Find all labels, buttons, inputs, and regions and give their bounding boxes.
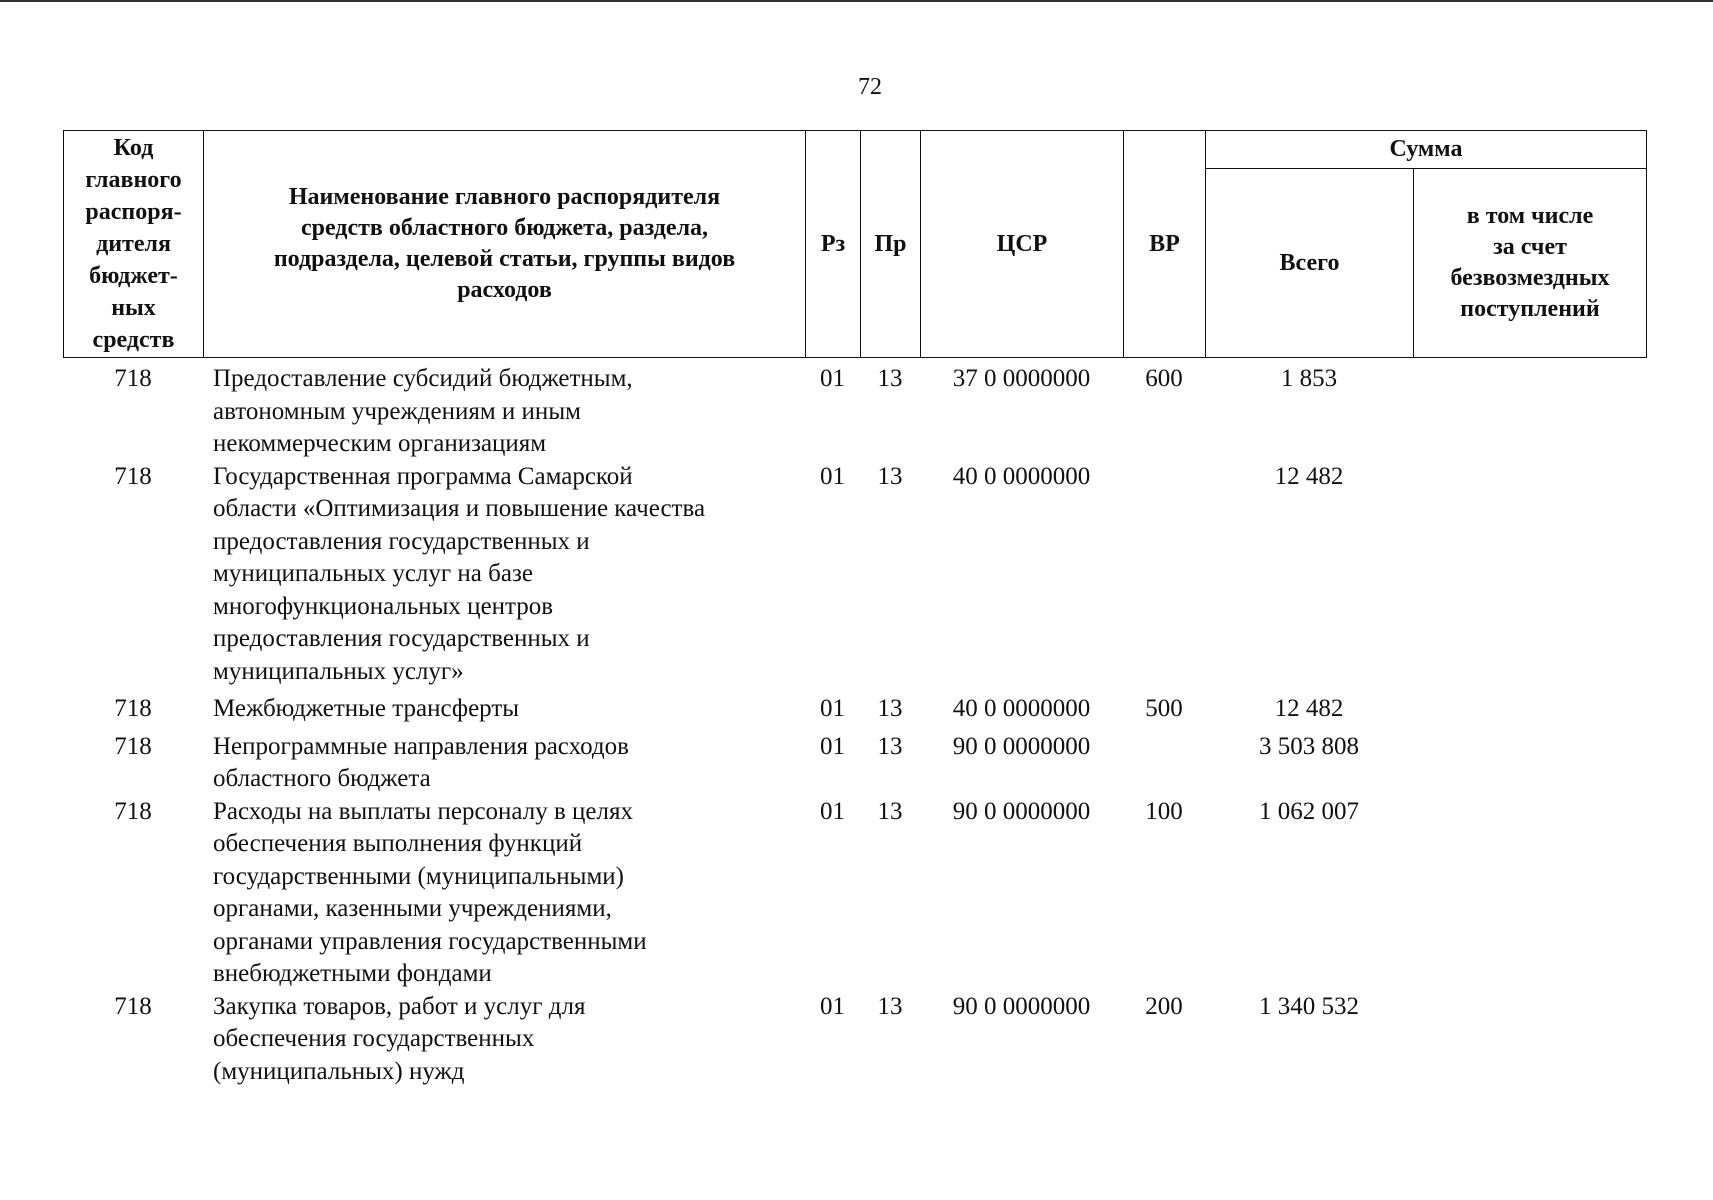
row-name-line: внебюджетными фондами [213,960,492,987]
header-name-line: Наименование главного распорядителя [288,184,721,210]
row-csr: 40 0 0000000 [952,462,1091,490]
row-pr: 13 [877,732,903,760]
row-name-line: Предоставление субсидий бюджетным, [213,365,633,392]
row-pr: 13 [877,797,903,825]
row-rz: 01 [820,462,845,490]
row-free [1413,796,1646,991]
row-total: 1 062 007 [1259,797,1359,825]
table-row [63,991,1646,1089]
header-csr: ЦСР [921,131,1124,358]
table-row [63,363,1646,461]
row-name-line: Непрограммные направления расходов [213,732,629,760]
row-rz: 01 [820,695,845,722]
header-kod-line: дителя [96,231,171,257]
row-name [203,796,805,991]
row-rz: 01 [820,365,845,392]
page-number: 72 [858,74,882,100]
header-vr: ВР [1124,131,1206,358]
row-csr: 90 0 0000000 [952,732,1091,760]
row-kod: 718 [114,462,152,490]
row-pr: 13 [877,462,903,490]
table-row [63,461,1646,689]
row-vr: 500 [1145,695,1183,722]
row-pr: 13 [877,695,903,722]
row-name [203,731,805,796]
row-name-line: автономным учреждениям и иным [213,397,581,425]
row-free [1413,693,1646,726]
header-kod [64,131,204,358]
table-row [63,731,1646,796]
row-total: 12 482 [1274,462,1344,490]
row-name-line: Закупка товаров, работ и услуг для [213,992,586,1020]
row-name-line: областного бюджета [213,765,431,792]
row-csr: 90 0 0000000 [952,797,1091,825]
row-vr: 200 [1145,992,1183,1020]
table-body [63,363,1646,1088]
row-name-line: предоставления государственных и [213,527,590,555]
row-csr: 37 0 0000000 [952,365,1091,392]
row-vr [1123,731,1205,796]
header-kod-line: главного [85,167,182,193]
header-free-line: за счет [1493,234,1567,260]
header-free [1414,169,1647,358]
row-name-line: Государственная программа Самарской [213,462,633,490]
table-header [63,130,1647,358]
header-name-line: подраздела, целевой статьи, группы видов [273,246,736,272]
row-kod: 718 [114,992,152,1020]
header-kod-line: ных [111,295,156,321]
row-free [1413,991,1646,1089]
row-kod: 718 [114,732,152,760]
row-free [1413,363,1646,461]
row-name-line: (муниципальных) нужд [213,1057,465,1085]
row-csr: 40 0 0000000 [952,695,1091,722]
row-name-line: органами управления государственными [213,927,647,955]
row-name-line: предоставления государственных и [213,625,590,652]
header-free-line: безвозмездных [1450,265,1610,291]
row-pr: 13 [877,992,903,1020]
header-name [204,131,806,358]
header-rz: Рз [806,131,861,358]
row-free [1413,731,1646,796]
table-row [63,796,1646,991]
row-pr: 13 [877,365,903,392]
row-vr [1123,461,1205,689]
row-rz: 01 [820,797,845,825]
row-total: 1 853 [1280,365,1338,392]
row-name [203,991,805,1089]
header-vsego: Всего [1206,169,1414,358]
row-kod: 718 [114,695,152,722]
row-name-line: некоммерческим организациям [213,430,547,457]
row-name-line: области «Оптимизация и повышение качества [213,495,706,522]
row-total: 12 482 [1274,695,1344,722]
row-name-line: муниципальных услуг» [213,657,464,685]
row-vr: 100 [1145,797,1183,825]
row-vr: 600 [1145,365,1183,392]
row-name-line: государственными (муниципальными) [213,862,624,890]
row-free [1413,461,1646,689]
row-name-line: многофункциональных центров [213,592,554,620]
header-kod-line: средств [92,327,175,353]
row-name-line: обеспечения государственных [213,1025,535,1052]
row-name [203,461,805,689]
header-summa: Сумма [1206,131,1647,169]
row-rz: 01 [820,992,845,1020]
row-name [203,693,805,726]
row-rz: 01 [820,732,845,760]
header-kod-line: Код [113,135,154,161]
row-name-line: муниципальных услуг на базе [213,560,533,587]
table-row [63,693,1646,726]
header-free-line: в том числе [1466,203,1594,229]
row-name [203,363,805,461]
header-kod-line: распоря- [85,199,182,225]
row-total: 3 503 808 [1259,732,1359,760]
row-csr: 90 0 0000000 [952,992,1091,1020]
row-name-line: Межбюджетные трансферты [213,695,520,722]
row-name-line: Расходы на выплаты персоналу в целях [213,797,633,825]
row-name-line: органами, казенными учреждениями, [213,895,612,922]
header-name-line: средств областного бюджета, раздела, [300,215,709,241]
header-free-line: поступлений [1460,296,1600,322]
row-kod: 718 [114,365,152,392]
row-name-line: обеспечения выполнения функций [213,830,583,857]
top-rule [0,0,1713,2]
row-kod: 718 [114,797,152,825]
row-total: 1 340 532 [1259,992,1359,1020]
header-name-line: расходов [457,277,552,303]
header-kod-line: бюджет- [89,263,178,289]
header-pr: Пр [861,131,921,358]
